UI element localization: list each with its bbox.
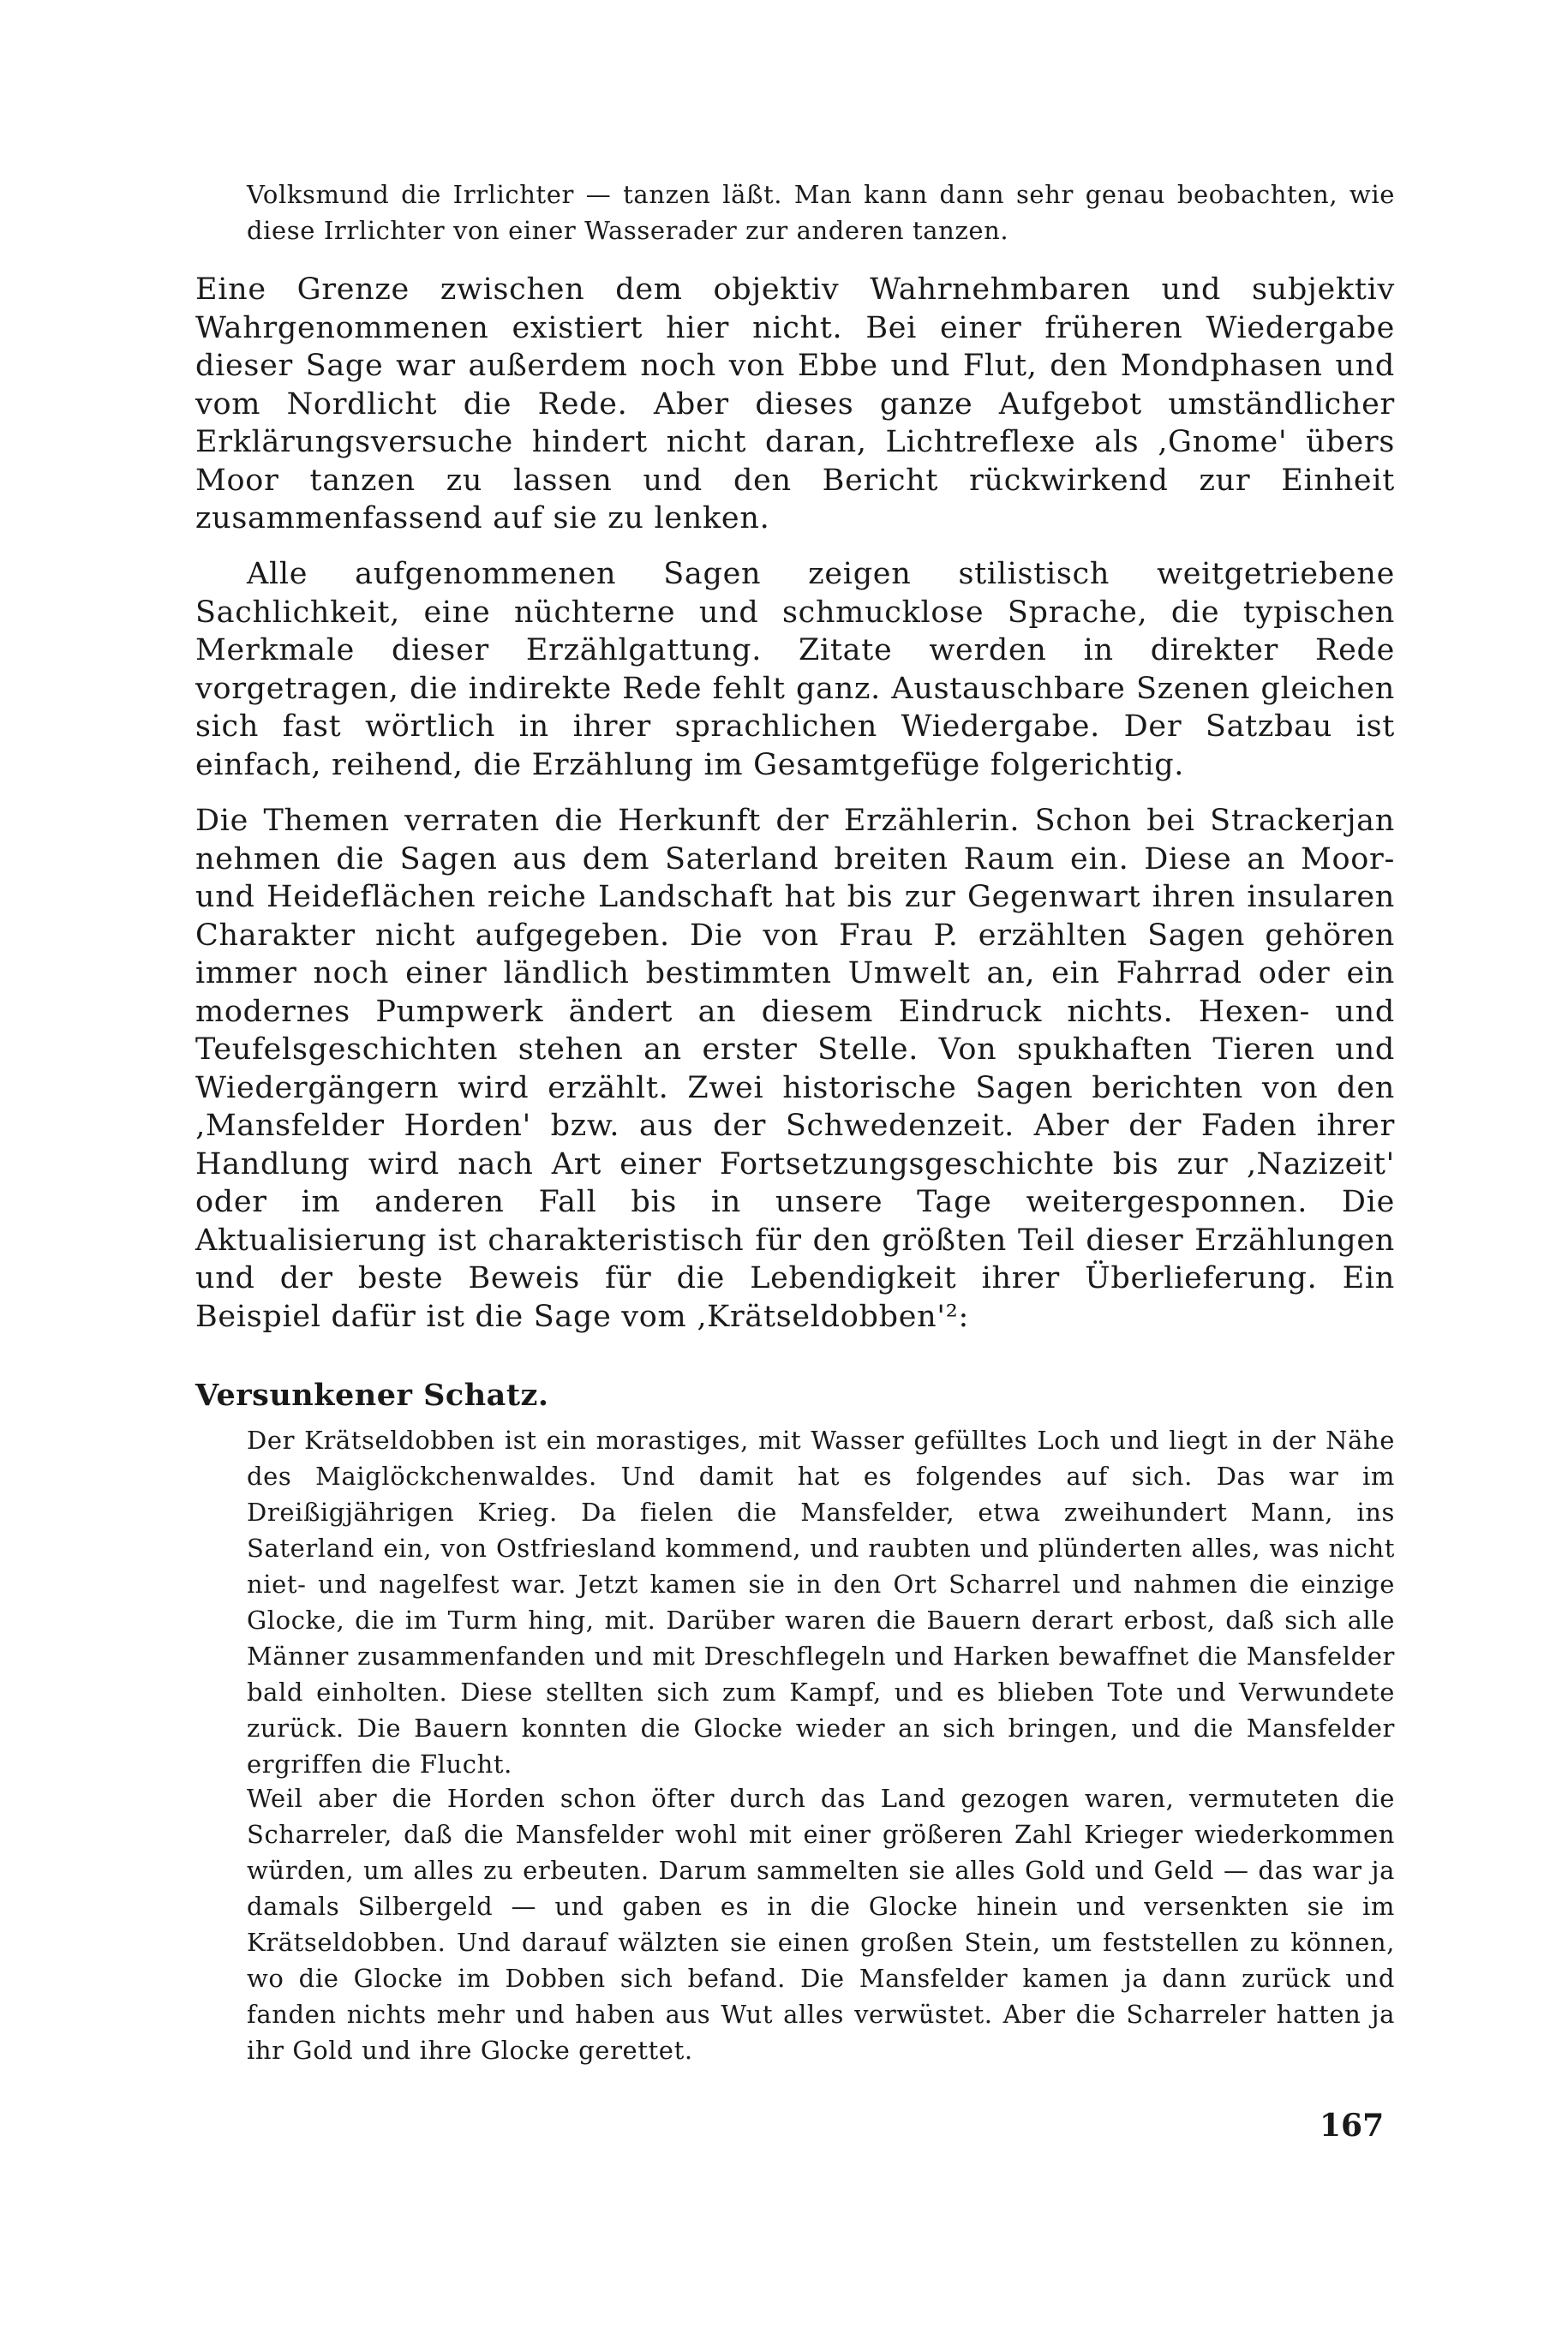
body-paragraph-2: Alle aufgenommenen Sagen zeigen stilistisch weitgetriebene Sachlichkeit, eine nüchterne und schmucklose Sprache, die typischen Merkmale dieser Erzählgattung. Zitate werden in direkter Rede vorgetragen, die indirekte Rede fehlt ganz. Austauschbare Szenen gleichen sich fast wörtlich in ihrer sprachlichen Wiedergabe. Der Satzbau ist einfach, reihend, die Erzählung im Gesamtgefüge folgerichtig. [195, 557, 1395, 782]
continuation-paragraph: Volksmund die Irrlichter — tanzen läßt. Man kann dann sehr genau beobachten, wie diese Irrlichter von einer Wasserader zur anderen tanzen. [247, 180, 1395, 245]
section-heading: Versunkener Schatz. [195, 1378, 549, 1413]
page-number: 167 [1320, 2108, 1385, 2144]
tale-paragraph-1: Der Krätseldobben ist ein morastiges, mit Wasser gefülltes Loch und liegt in der Nähe des Maiglöckchenwaldes. Und damit hat es folgendes auf sich. Das war im Dreißigjährigen Krieg. Da fielen die Mansfelder, etwa zweihundert Mann, ins Saterland ein, von Ostfriesland kommend, und raubten und plünderten alles, was nicht niet- und nagelfest war. Jetzt kamen sie in den Ort Scharrel und nahmen die einzige Glocke, die im Turm hing, mit. Darüber waren die Bauern derart erbost, daß sich alle Männer zusammenfanden und mit Dreschflegeln und Harken bewaffnet die Mansfelder bald einholten. Diese stellten sich zum Kampf, und es blieben Tote und Verwundete zurück. Die Bauern konnten die Glocke wieder an sich bringen, und die Mansfelder ergriffen die Flucht. [247, 1426, 1395, 1779]
body-paragraph-3: Die Themen verraten die Herkunft der Erzählerin. Schon bei Strackerjan nehmen die Sagen aus dem Saterland breiten Raum ein. Diese an Moor- und Heideflächen reiche Landschaft hat bis zur Gegenwart ihren insularen Charakter nicht aufgegeben. Die von Frau P. erzählten Sagen gehören immer noch einer ländlich bestimmten Umwelt an, ein Fahrrad oder ein modernes Pumpwerk ändert an diesem Eindruck nichts. Hexen- und Teufelsgeschichten stehen an erster Stelle. Von spukhaften Tieren und Wiedergängern wird erzählt. Zwei historische Sagen berichten von den ‚Mansfelder Horden' bzw. aus der Schwedenzeit. Aber der Faden ihrer Handlung wird nach Art einer Fortsetzungsgeschichte bis zur ‚Nazizeit' oder im anderen Fall bis in unsere Tage weitergesponnen. Die Aktualisierung ist charakteristisch für den größten Teil dieser Erzählungen und der beste Beweis für die Lebendigkeit ihrer Überlieferung. Ein Beispiel dafür ist die Sage vom ‚Krätseldobben'²: [195, 804, 1395, 1334]
body-paragraph-1: Eine Grenze zwischen dem objektiv Wahrnehmbaren und subjektiv Wahrgenommenen existiert hier nicht. Bei einer früheren Wiedergabe dieser Sage war außerdem noch von Ebbe und Flut, den Mondphasen und vom Nordlicht die Rede. Aber dieses ganze Aufgebot umständlicher Erklärungsversuche hindert nicht daran, Lichtreflexe als ‚Gnome' übers Moor tanzen zu lassen und den Bericht rückwirkend zur Einheit zusammenfassend auf sie zu lenken. [195, 272, 1395, 535]
tale-paragraph-2: Weil aber die Horden schon öfter durch das Land gezogen waren, vermuteten die Scharreler, daß die Mansfelder wohl mit einer größeren Zahl Krieger wiederkommen würden, um alles zu erbeuten. Darum sammelten sie alles Gold und Geld — das war ja damals Silbergeld — und gaben es in die Glocke hinein und versenkten sie im Krätseldobben. Und darauf wälzten sie einen großen Stein, um feststellen zu können, wo die Glocke im Dobben sich befand. Die Mansfelder kamen ja dann zurück und fanden nichts mehr und haben aus Wut alles verwüstet. Aber die Scharreler hatten ja ihr Gold und ihre Glocke gerettet. [247, 1784, 1395, 2065]
